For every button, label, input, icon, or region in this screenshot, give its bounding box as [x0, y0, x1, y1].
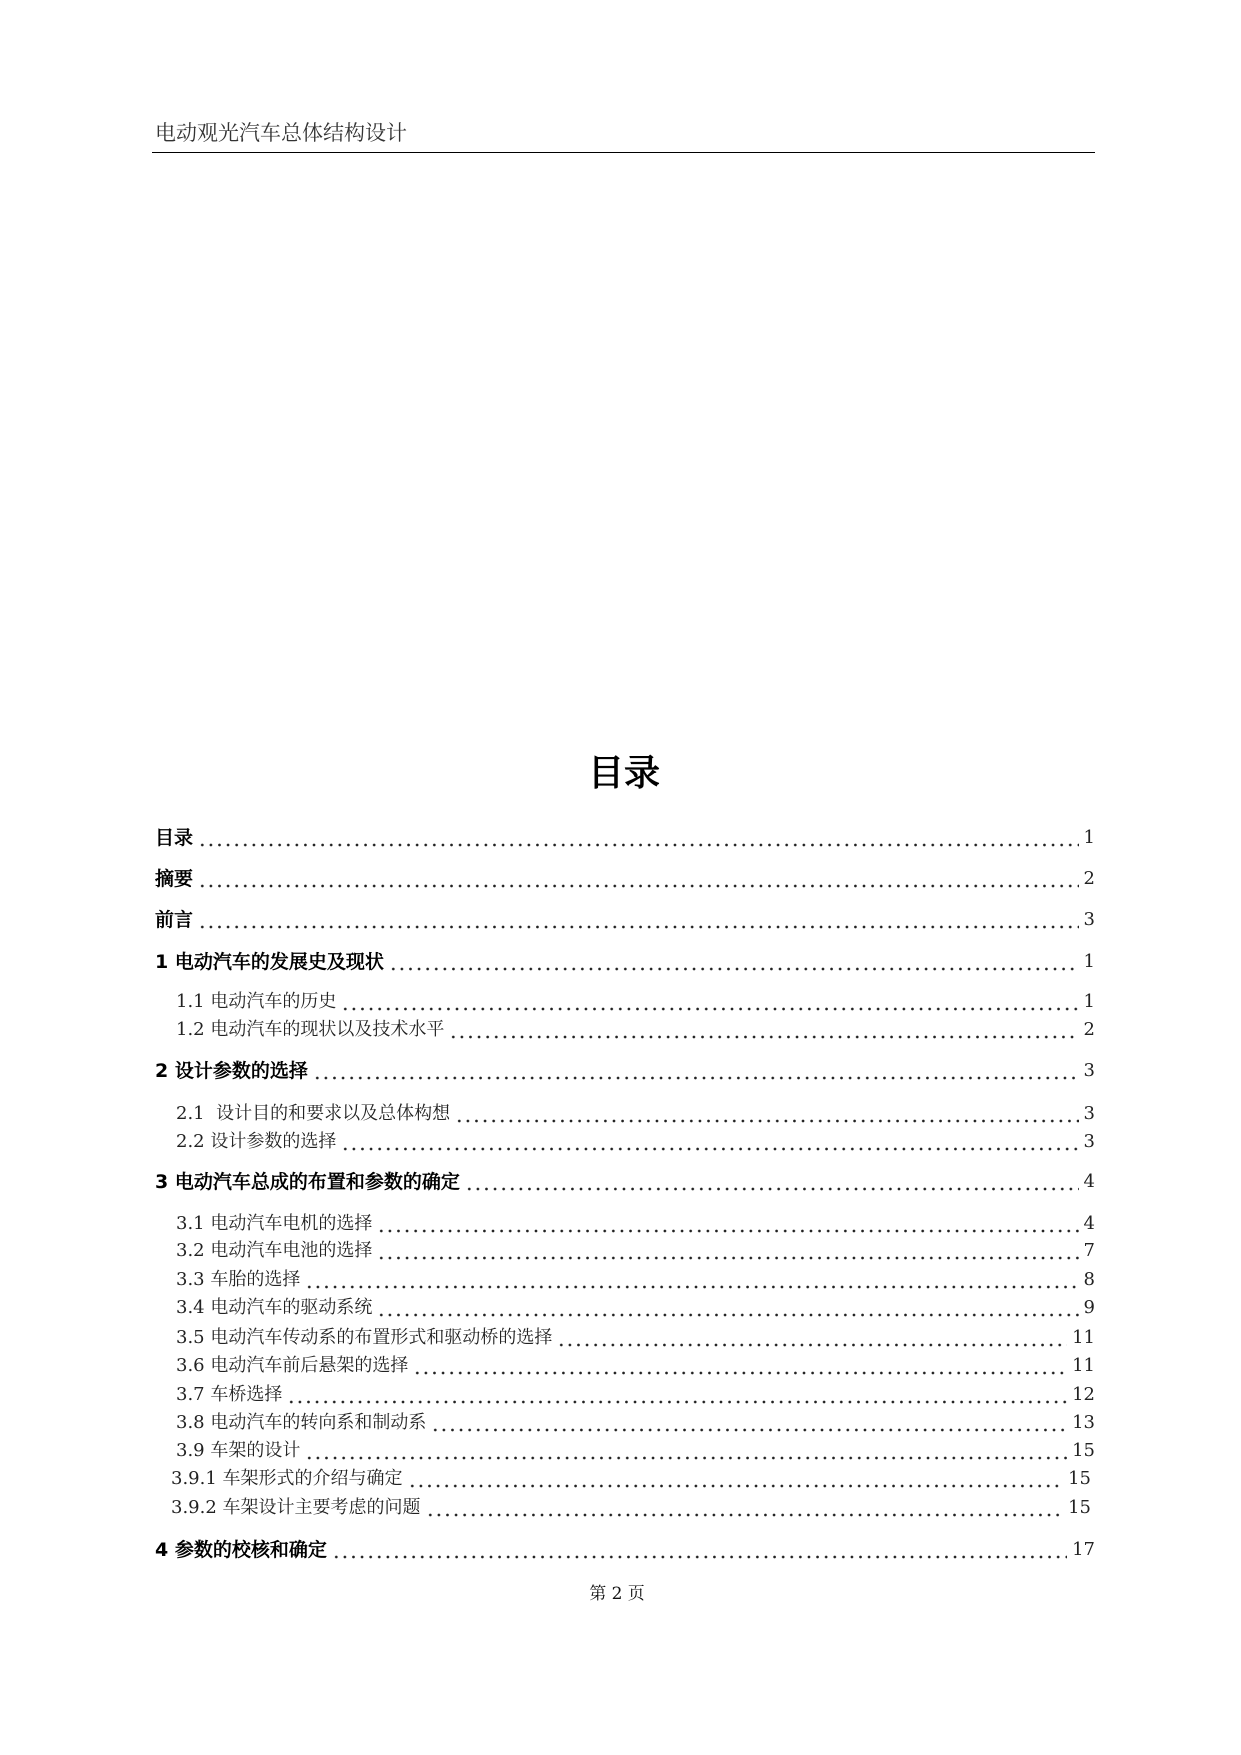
dot-leader — [465, 1169, 1079, 1195]
toc-subsubentry — [171, 1466, 1091, 1492]
toc-subentry — [176, 1325, 1095, 1351]
toc-subentry — [176, 1129, 1095, 1155]
dot-leader — [449, 1017, 1078, 1043]
toc-entry-page: 7 — [1083, 1240, 1095, 1261]
toc-entry — [155, 907, 1095, 933]
dot-leader — [287, 1382, 1067, 1408]
toc-entry — [155, 825, 1095, 851]
toc-entry-page: 9 — [1083, 1297, 1095, 1318]
toc-subentry — [176, 1017, 1095, 1043]
toc-entry-page: 15 — [1068, 1468, 1091, 1489]
toc-subentry — [176, 1382, 1095, 1408]
dot-leader — [377, 1295, 1078, 1321]
toc-entry-page: 13 — [1072, 1412, 1095, 1433]
toc-entry-page: 1 — [1083, 827, 1095, 848]
toc-subentry — [176, 1438, 1095, 1464]
toc-entry-title: 3.8 电动汽车的转向系和制动系 — [176, 1412, 427, 1433]
toc-entry-title: 3.1 电动汽车电机的选择 — [176, 1213, 373, 1234]
dot-leader — [426, 1495, 1064, 1521]
toc-entry-title: 3.5 电动汽车传动系的布置形式和驱动桥的选择 — [176, 1327, 553, 1348]
toc-entry — [155, 866, 1095, 892]
toc-entry-page: 3 — [1083, 909, 1095, 930]
toc-heading: 目录 — [587, 753, 660, 794]
header-rule — [152, 152, 1095, 153]
toc-entry-title: 摘要 — [155, 868, 194, 890]
toc-entry-title: 3.9.2 车架设计主要考虑的问题 — [171, 1497, 421, 1518]
toc-entry-title: 1.1 电动汽车的历史 — [176, 991, 337, 1012]
toc-entry-title: 2.2 设计参数的选择 — [176, 1131, 337, 1152]
toc-entry-page: 1 — [1083, 951, 1095, 972]
toc-entry-title: 3.9.1 车架形式的介绍与确定 — [171, 1468, 403, 1489]
dot-leader — [455, 1101, 1078, 1127]
toc-subentry — [176, 1267, 1095, 1293]
toc-subentry — [176, 1101, 1095, 1127]
toc-entry-page: 4 — [1083, 1213, 1095, 1234]
dot-leader — [431, 1410, 1067, 1436]
dot-leader — [389, 949, 1079, 975]
toc-entry-page: 15 — [1068, 1497, 1091, 1518]
toc-entry-page: 3 — [1083, 1060, 1095, 1081]
dot-leader — [305, 1267, 1078, 1293]
toc-entry-title: 1.2 电动汽车的现状以及技术水平 — [176, 1019, 445, 1040]
toc-entry-title: 前言 — [155, 909, 194, 931]
toc-entry-title: 1 电动汽车的发展史及现状 — [155, 951, 384, 973]
toc-entry-title: 3.4 电动汽车的驱动系统 — [176, 1297, 373, 1318]
toc-entry-page: 15 — [1072, 1440, 1095, 1461]
toc-subentry — [176, 1295, 1095, 1321]
toc-entry-page: 4 — [1083, 1171, 1095, 1192]
toc-entry-title: 4 参数的校核和确定 — [155, 1539, 327, 1561]
toc-entry-title: 3 电动汽车总成的布置和参数的确定 — [155, 1171, 460, 1193]
toc-entry-title: 目录 — [155, 827, 194, 849]
dot-leader — [313, 1058, 1079, 1084]
toc-entry-page: 17 — [1072, 1539, 1095, 1560]
toc-entry-page: 11 — [1072, 1327, 1095, 1348]
running-header: 电动观光汽车总体结构设计 — [155, 121, 407, 145]
toc-subentry — [176, 1238, 1095, 1264]
toc-entry-page: 3 — [1083, 1103, 1095, 1124]
dot-leader — [377, 1238, 1078, 1264]
toc-subentry — [176, 1410, 1095, 1436]
dot-leader — [557, 1325, 1067, 1351]
toc-entry — [155, 1058, 1095, 1084]
dot-leader — [377, 1211, 1078, 1237]
toc-entry-page: 1 — [1083, 991, 1095, 1012]
toc-subentry — [176, 989, 1095, 1015]
toc-entry-page: 2 — [1083, 868, 1095, 889]
dot-leader — [198, 825, 1079, 851]
dot-leader — [198, 907, 1079, 933]
toc-entry — [155, 949, 1095, 975]
toc-entry — [155, 1169, 1095, 1195]
dot-leader — [305, 1438, 1067, 1464]
toc-entry-page: 11 — [1072, 1355, 1095, 1376]
toc-entry-title: 2.1 设计目的和要求以及总体构想 — [176, 1103, 451, 1124]
toc-subentry — [176, 1211, 1095, 1237]
toc-entry-title: 3.3 车胎的选择 — [176, 1269, 301, 1290]
toc-entry-title: 3.2 电动汽车电池的选择 — [176, 1240, 373, 1261]
toc-entry-title: 3.9 车架的设计 — [176, 1440, 301, 1461]
dot-leader — [341, 1129, 1078, 1155]
toc-subsubentry — [171, 1495, 1091, 1521]
dot-leader — [413, 1353, 1067, 1379]
toc-entry-title: 3.6 电动汽车前后悬架的选择 — [176, 1355, 409, 1376]
toc-entry-title: 2 设计参数的选择 — [155, 1060, 308, 1082]
dot-leader — [198, 866, 1079, 892]
dot-leader — [408, 1466, 1064, 1492]
toc-entry — [155, 1537, 1095, 1563]
toc-entry-page: 2 — [1083, 1019, 1095, 1040]
toc-entry-page: 3 — [1083, 1131, 1095, 1152]
toc-entry-page: 8 — [1083, 1269, 1095, 1290]
toc-subentry — [176, 1353, 1095, 1379]
dot-leader — [332, 1537, 1067, 1563]
toc-entry-page: 12 — [1072, 1384, 1095, 1405]
page-number-footer: 第 2 页 — [589, 1584, 645, 1604]
dot-leader — [341, 989, 1078, 1015]
toc-entry-title: 3.7 车桥选择 — [176, 1384, 283, 1405]
